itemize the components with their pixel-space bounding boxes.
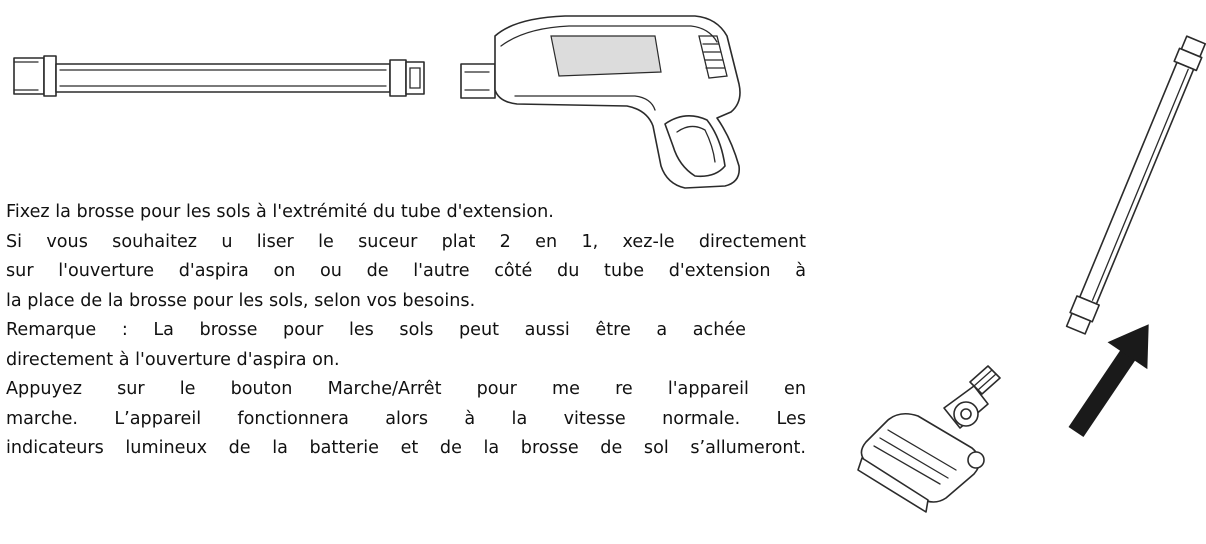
handheld-vacuum-illustration — [455, 6, 755, 196]
tube-and-floor-brush-assembly-illustration — [848, 28, 1206, 540]
instructions-text — [6, 198, 806, 464]
instruction-line: Remarque : La brosse pour les sols peut aussi être a achée — [6, 320, 746, 340]
instruction-line: la place de la brosse pour les sols, selon vos besoins. — [6, 290, 476, 311]
instruction-line: directement à l'ouverture d'aspira on. — [6, 349, 340, 370]
extension-tube-illustration — [8, 48, 428, 104]
instruction-line: sur l'ouverture d'aspira on ou de l'autre côté du tube d'extension à — [6, 261, 806, 281]
instruction-line: Appuyez sur le bouton Marche/Arrêt pour me re l'appareil en — [6, 379, 806, 399]
instruction-line: indicateurs lumineux de la batterie et de la brosse de sol s’allumeront. — [6, 438, 806, 458]
arrow-up-right-icon — [1056, 311, 1168, 446]
instruction-line: Si vous souhaitez u liser le suceur plat 2 en 1, xez-le directement — [6, 231, 806, 252]
instruction-line: marche. L’appareil fonctionnera alors à la vitesse normale. Les — [6, 408, 806, 429]
instruction-line: Fixez la brosse pour les sols à l'extrémité du tube d'extension. — [6, 202, 554, 222]
